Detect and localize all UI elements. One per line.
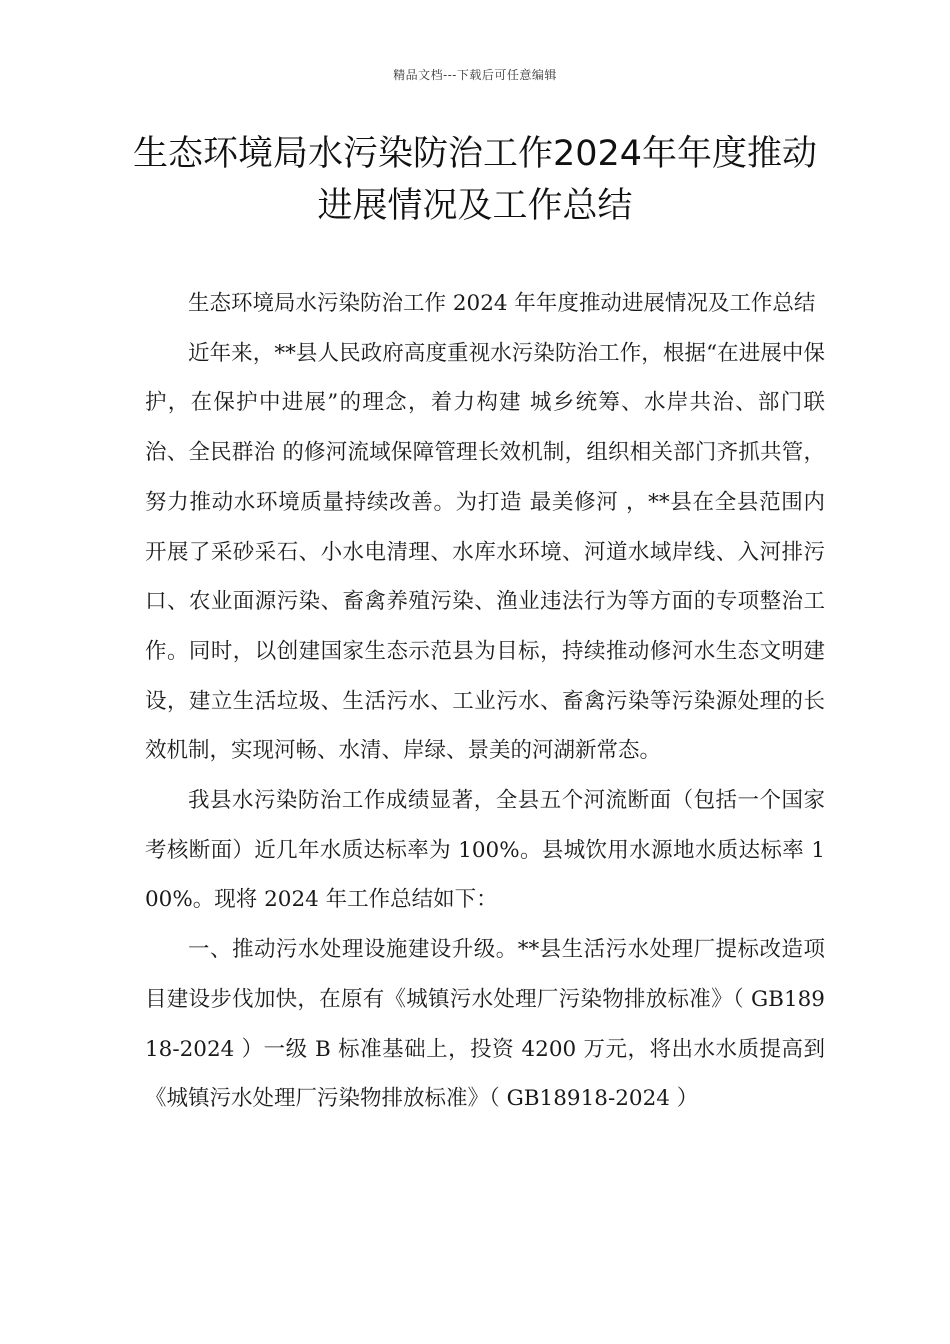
document-title: 生态环境局水污染防治工作2024年年度推动进展情况及工作总结 [132,134,818,226]
paragraph-intro: 近年来，**县人民政府高度重视水污染防治工作，根据“在进展中保护，在保护中进展”的理念，着力构建 城乡统筹、水岸共治、部门联治、全民群治 的修河流域保障管理长效机制，组织相关部门齐抓共管，努力推动水环境质量持续改善。为打造 最美修河 ，**县在全县范围内开展了采砂采石、小水电清理、水库水环境、河道水域岸线、入河排污口、农业面源污染、畜禽养殖污染、渔业违法行为等方面的专项整治工作。同时，以创建国家生态示范县为目标，持续推动修河水生态文明建设，建立生活垃圾、生活污水、工业污水、畜禽污染等污染源处理的长效机制，实现河畅、水清、岸绿、景美的河湖新常态。 [145,340,825,764]
document-body [145,279,825,1124]
paragraph-heading-repeat: 生态环境局水污染防治工作 2024 年年度推动进展情况及工作总结 [188,291,816,316]
header-note: 精品文档---下载后可任意编辑 [393,68,557,82]
paragraph-section-one: 一、推动污水处理设施建设升级。**县生活污水处理厂提标改造项目建设步伐加快，在原有《城镇污水处理厂污染物排放标准》（ GB18918-2024 ）一级 B 标准基础上，投资 4200 万元，将出水水质提高到《城镇污水处理厂污染物排放标准》（ GB18918-2024 ） [145,937,825,1112]
paragraph-results: 我县水污染防治工作成绩显著，全县五个河流断面（包括一个国家考核断面）近几年水质达标率为 100%。县城饮用水源地水质达标率 100%。现将 2024 年工作总结如下： [145,788,825,913]
